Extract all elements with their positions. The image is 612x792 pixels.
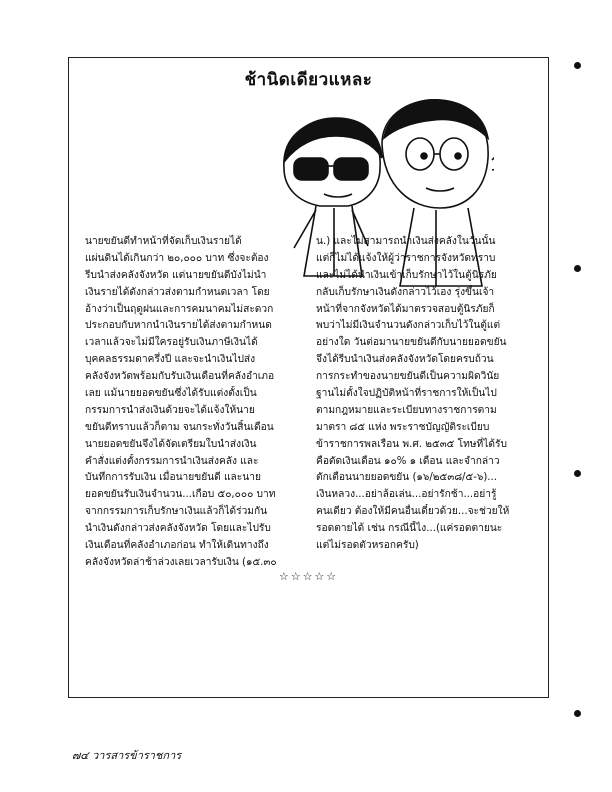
paragraph-line: จากกรรมการเก็บรักษาเงินแล้วก็ได้ร่วมกัน [85, 506, 268, 518]
paragraph-line: หน้าที่จากจังหวัดได้มาตรวจสอบตู้นิรภัยก็ [316, 303, 495, 315]
paragraph-line: ตักเตือนนายยอดขยัน (๑๖/๒๕๓๘/๕-๖)... [316, 472, 498, 484]
paragraph-line: กรรมการนำส่งเงินด้วยจะได้แจ้งให้นาย [85, 404, 255, 416]
paragraph-line: การกระทำของนายขยันดีเป็นความผิดวินัย [316, 371, 500, 383]
paragraph-line: รีบนำส่งคลังจังหวัด แต่นายขยันดีบังไม่นำ [85, 269, 267, 281]
paragraph-line: ฐานไม่ตั้งใจปฏิบัติหน้าที่ราชการให้เป็นไป [316, 388, 497, 400]
article-title: ช้านิดเดียวแหละ [244, 70, 373, 90]
paragraph-line: อ้างว่าเป็นฤดูฝนและการคมนาคมไม่สะดวก [85, 303, 274, 315]
paragraph-line: พบว่าไม่มีเงินจำนวนดังกล่าวเก็บไว้ในตู้แต่ [316, 320, 501, 332]
paragraph-line: เวลาแล้วจะไม่มีใครอยู่รับเงินภาษีเงินได้ [85, 337, 258, 349]
article-body-left-column [85, 234, 295, 572]
paragraph-line: ตามกฎหมายและระเบียบทางราชการตาม [316, 404, 497, 416]
section-end-stars: ☆☆☆☆☆ [278, 570, 339, 583]
paragraph-line: เงินรายได้ดังกล่าวส่งตามกำหนดเวลา โดย [85, 286, 270, 298]
paragraph-line: นายยอดขยันจึงได้จัดเตรียมใบนำส่งเงิน [85, 438, 257, 450]
binder-hole-mark [574, 265, 581, 272]
paragraph-line: และไม่ได้นำเงินเข้าเก็บรักษาไว้ในตู้นิรภัย [316, 269, 497, 281]
page-footer [72, 746, 181, 764]
paragraph-line: เลย แม้นายยอดขยันซึ่งได้รับแต่งตั้งเป็น [85, 388, 257, 400]
paragraph-line: คลังจังหวัดพร้อมกับรับเงินเดือนที่คลังอำเภอ [85, 371, 275, 383]
paragraph-line: ข้าราชการพลเรือน พ.ศ. ๒๕๓๕ โทษที่ได้รับ [316, 438, 507, 450]
paragraph-line: คลังจังหวัดล่าช้าล่วงเลยเวลารับเงิน (๑๕.๓๐ [85, 556, 277, 568]
paragraph-line: รอดตายได้ เช่น กรณีนี้ไง...(แค่รอดตายนะ [316, 523, 503, 535]
publication-name: วารสารข้าราชการ [92, 749, 182, 762]
paragraph-line: นำเงินดังกล่าวส่งคลังจังหวัด โดยและไปรับ [85, 523, 271, 535]
paragraph-line: ขยันดีทราบแล้วก็ตาม จนกระทั่งวันสิ้นเดือน [85, 421, 274, 433]
article-frame [68, 57, 549, 698]
paragraph-line: แต่ก็ไม่ได้แจ้งให้ผู้ว่าราชการจังหวัดทราบ [316, 252, 496, 264]
paragraph-line: บุคคลธรรมดาครึ่งปี และจะนำเงินไปส่ง [85, 354, 256, 366]
paragraph-line: บันทึกการรับเงิน เมื่อนายขยันดี และนาย [85, 472, 261, 484]
paragraph-line: อย่างใด วันต่อมานายขยันดีกับนายยอดขยัน [316, 337, 507, 349]
binder-hole-mark [574, 62, 581, 69]
paragraph-line: คือตัดเงินเดือน ๑๐% ๑ เดือน และจำกล่าว [316, 455, 500, 467]
binder-hole-mark [574, 470, 581, 477]
paragraph-line: เงินหลวง...อย่าล้อเล่น...อย่ารักช้า...อย่ารู้ [316, 489, 497, 501]
paragraph-line: น.) และไม่สามารถนำเงินส่งคลังในวันนั้น [316, 236, 496, 247]
paragraph-line: คำสั่งแต่งตั้งกรรมการนำเงินส่งคลัง และ [85, 455, 259, 467]
paragraph-line: ประกอบกับหากนำเงินรายได้ส่งตามกำหนด [85, 320, 272, 332]
paragraph-line: กลับเก็บรักษาเงินดังกล่าวไว้เอง รุ่งขึ้นเจ้า [316, 286, 495, 298]
page-number: ๗๔ [72, 749, 89, 762]
binder-hole-mark [574, 710, 581, 717]
paragraph-line: เงินเดือนที่คลังอำเภอก่อน ทำให้เดินทางถึง [85, 540, 269, 552]
paragraph-line: ยอดขยันรับเงินจำนวน...เกือบ ๕๐,๐๐๐ บาท [85, 489, 276, 501]
article-body-right-column [316, 234, 526, 555]
paragraph-line: คนเดียว ต้องให้มีคนอื่นเดี๋ยวด้วย...จะช่วยให้ [316, 506, 510, 518]
paragraph-line: แต่ไม่รอดตัวหรอกครับ) [316, 540, 419, 552]
paragraph-line: นายขยันดีทำหน้าที่จัดเก็บเงินรายได้ [85, 236, 242, 247]
paragraph-line: จึงได้รีบนำเงินส่งคลังจังหวัดโดยครบถ้วน [316, 354, 494, 366]
paragraph-line: มาตรา ๘๕ แห่ง พระราชบัญญัติระเบียบ [316, 421, 490, 433]
paragraph-line: แผ่นดินได้เกินกว่า ๒๐,๐๐๐ บาท ซึ่งจะต้อง [85, 252, 269, 264]
